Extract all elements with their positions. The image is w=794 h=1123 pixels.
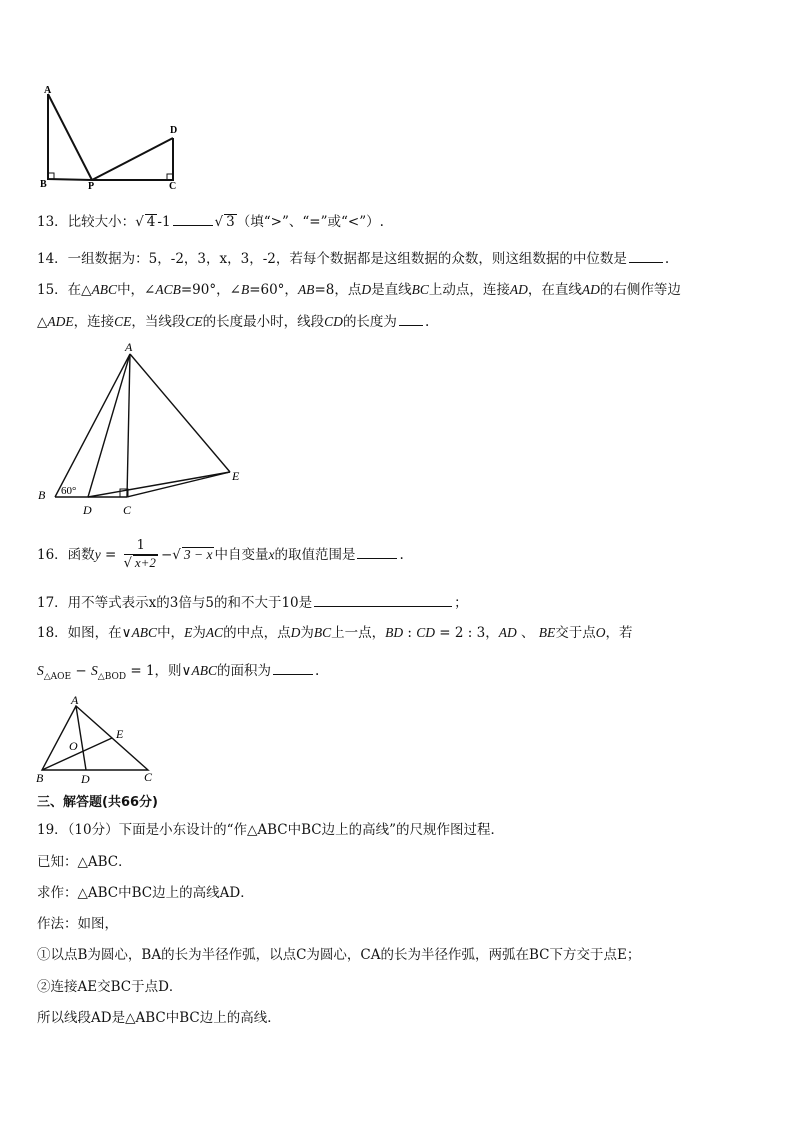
fig2-label-a: A: [125, 340, 133, 354]
question-19-line-7: 所以线段AD是△ABC中BC边上的高线．: [37, 1010, 281, 1026]
question-15-line-1: 15．在△ABC中，∠ACB=90°，∠B=60°，AB=8，点D是直线BC上动点，连接AD，在直线AD的右侧作等边: [37, 282, 681, 298]
question-16: 16．函数y = $\frac{1}{√ x+2}$ −√ 3 − x 中自变量x的取值范围是 .: [37, 538, 404, 571]
fig3-label-b: B: [36, 771, 44, 785]
question-19-line-3: 求作：△ABC中BC边上的高线AD．: [37, 885, 254, 901]
question-15-line-2: △ADE，连接CE，当线段CE的长度最小时，线段CD的长度为 .: [37, 311, 429, 332]
question-18-line-2: $S_{\triangle AOE} - S_{\triangle BOD} = 1$，则∨ABC的面积为 .: [37, 660, 319, 687]
fig2-angle: 60°: [61, 485, 77, 497]
fraction: $\frac{1}{√ x+2}$: [123, 538, 156, 571]
fig2-label-c: C: [123, 503, 132, 517]
question-19-line-2: 已知：△ABC．: [37, 854, 132, 870]
fig1-label-a: A: [44, 85, 52, 96]
figure-1-diagram: [30, 82, 200, 194]
fig1-label-d: D: [170, 125, 178, 136]
fig1-label-c: C: [169, 181, 177, 192]
fig3-label-a: A: [71, 693, 79, 707]
answer-blank: [629, 248, 663, 263]
question-19-line-1: 19．（10分）下面是小东设计的“作△ABC中BC边上的高线”的尺规作图过程．: [37, 822, 505, 838]
answer-blank: [357, 544, 397, 559]
question-19-line-5: ①以点B为圆心，BA的长为半径作弧，以点C为圆心，CA的长为半径作弧，两弧在BC下方交于点E；: [37, 947, 641, 963]
question-13: 13．比较大小：√ 4 -1 √ 3 （填“>”、“=”或“<”）.: [37, 211, 384, 232]
fig3-label-c: C: [144, 770, 153, 784]
question-18-line-1: 18．如图，在∨ABC中，E为AC的中点，点D为BC上一点，BD : CD = 2 : 3，AD 、 BE交于点O，若: [37, 625, 633, 641]
answer-blank: [399, 311, 423, 326]
answer-blank: [314, 592, 452, 607]
answer-blank: [273, 660, 313, 675]
figure-2-diagram: [30, 338, 260, 520]
question-17: 17．用不等式表示x的3倍与5的和不大于10是 ；: [37, 592, 468, 613]
section-3-heading: 三、解答题(共66分): [37, 795, 158, 810]
question-14: 14．一组数据为：5，-2，3，x，3，-2，若每个数据都是这组数据的众数，则这组数据的中位数是 .: [37, 248, 669, 269]
fig1-label-p: P: [88, 181, 95, 192]
answer-blank: [173, 211, 213, 226]
figure-3-diagram: [30, 694, 170, 786]
question-19-line-4: 作法：如图，: [37, 916, 118, 932]
fig2-label-b: B: [38, 488, 46, 502]
fig3-label-e: E: [116, 727, 124, 741]
fig2-label-d: D: [83, 503, 92, 517]
fig2-label-e: E: [232, 469, 240, 483]
fig3-label-d: D: [81, 772, 90, 786]
fig3-label-o: O: [69, 739, 78, 753]
question-19-line-6: ②连接AE交BC于点D．: [37, 979, 183, 995]
fig1-label-b: B: [40, 179, 47, 190]
